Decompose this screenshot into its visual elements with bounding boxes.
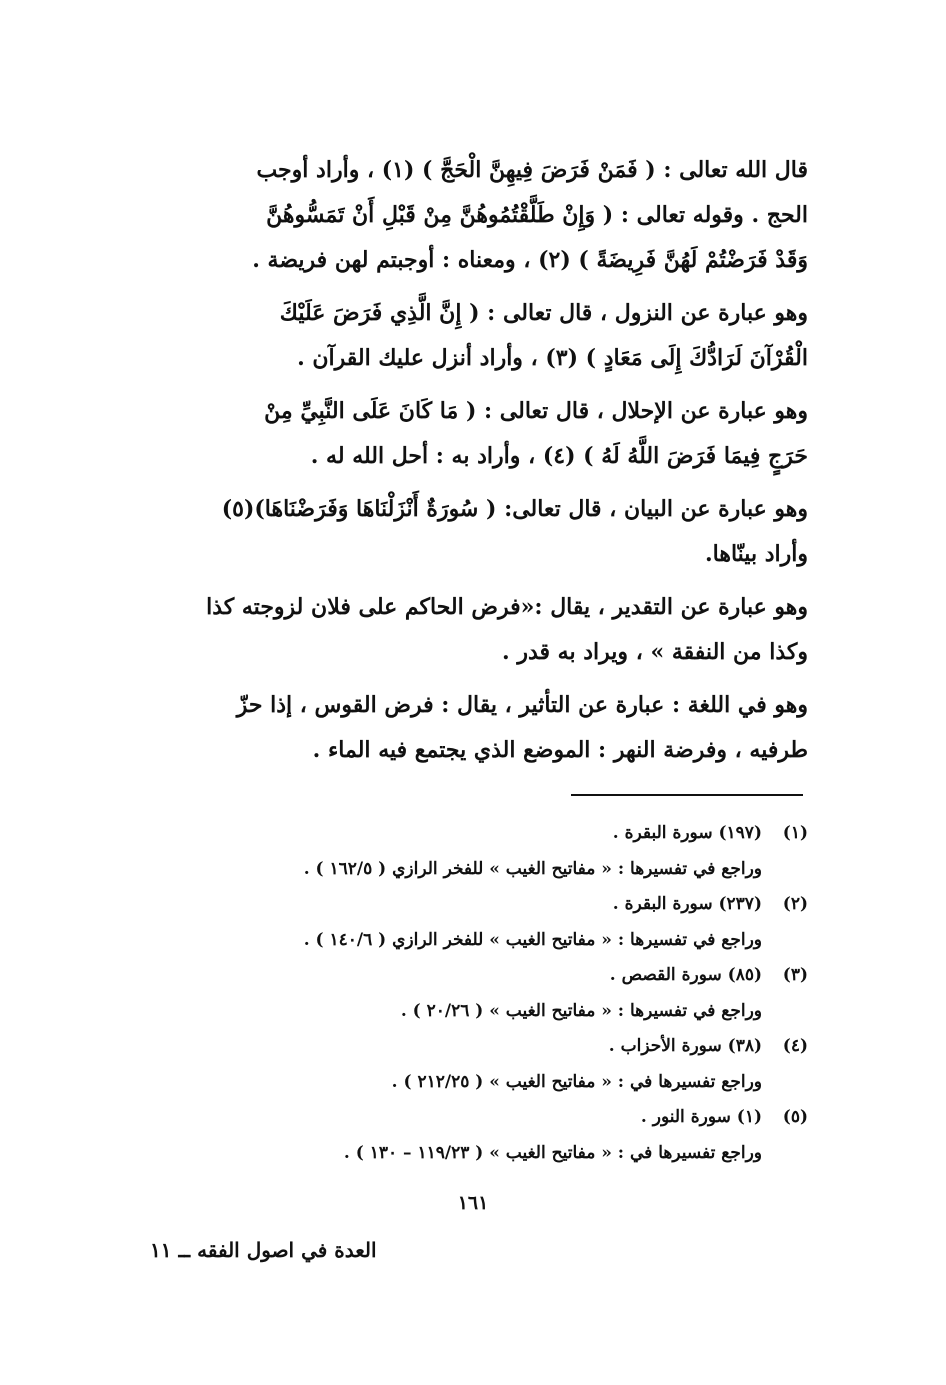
text-line: وهو عبارة عن البيان ، قال تعالى: ( سُورَةٌ أَنْزَلْنَاهَا وَفَرَضْنَاهَا)(٥) bbox=[221, 496, 808, 522]
footnote-number: (١) bbox=[782, 823, 808, 843]
paragraph-linguistic bbox=[168, 683, 808, 773]
footnote-source: (١) سورة النور . bbox=[640, 1107, 762, 1127]
footnote-source: (٨٥) سورة القصص . bbox=[609, 965, 762, 985]
text-line: وكذا من النفقة » ، ويراد به قدر . bbox=[502, 639, 808, 665]
paragraph-descent bbox=[168, 291, 808, 381]
footnote-source: (٣٨) سورة الأحزاب . bbox=[608, 1036, 762, 1056]
footnote-2 bbox=[168, 887, 808, 958]
text-line: الحج . وقوله تعالى : ( وَإِنْ طَلَّقْتُمُوهُنَّ مِنْ قَبْلِ أَنْ تَمَسُّوهُنَّ bbox=[266, 202, 808, 228]
footnote-3 bbox=[168, 958, 808, 1029]
footnote-5 bbox=[168, 1100, 808, 1171]
footnote-reference: وراجع في تفسيرها : « مفاتيح الغيب » للفخر الرازي ( ١٤٠/٦ ) . bbox=[303, 929, 762, 950]
text-line: وهو عبارة عن التقدير ، يقال :«فرض الحاكم على فلان لزوجته كذا bbox=[206, 594, 808, 620]
paragraph-obligation bbox=[168, 148, 808, 283]
footnote-source: (٢٣٧) سورة البقرة . bbox=[612, 894, 762, 914]
footnote-number: (٤) bbox=[782, 1036, 808, 1056]
paragraph-permission bbox=[168, 389, 808, 479]
text-line: طرفيه ، وفرضة النهر : الموضع الذي يجتمع فيه الماء . bbox=[312, 737, 808, 763]
footnote-divider bbox=[571, 794, 803, 796]
footnote-number: (٥) bbox=[782, 1107, 808, 1127]
text-line: وهو في اللغة : عبارة عن التأثير ، يقال : فرض القوس ، إذا حزّ bbox=[236, 692, 808, 718]
text-line: الْقُرْآنَ لَرَادُّكَ إِلَى مَعَادٍ ) (٣) ، وأراد أنزل عليك القرآن . bbox=[297, 345, 808, 371]
footnote-1 bbox=[168, 816, 808, 887]
footnote-reference: وراجع في تفسيرها : « مفاتيح الغيب » ( ٢٠/٢٦ ) . bbox=[400, 1000, 762, 1021]
text-line: وهو عبارة عن الإحلال ، قال تعالى : ( مَا كَانَ عَلَى النَّبِيِّ مِنْ bbox=[264, 398, 808, 424]
footnote-number: (٣) bbox=[782, 965, 808, 985]
footnote-number: (٢) bbox=[782, 894, 808, 914]
footnote-reference: وراجع تفسيرها في : « مفاتيح الغيب » ( ١١٩/٢٣ – ١٣٠ ) . bbox=[343, 1142, 762, 1163]
text-line: حَرَجٍ فِيمَا فَرَضَ اللَّهُ لَهُ ) (٤) ، وأراد به : أحل الله له . bbox=[310, 443, 808, 469]
text-line: وَقَدْ فَرَضْتُمْ لَهُنَّ فَرِيضَةً ) (٢) ، ومعناه : أوجبتم لهن فريضة . bbox=[252, 247, 808, 273]
footnote-4 bbox=[168, 1029, 808, 1100]
paragraph-clarification bbox=[168, 487, 808, 577]
text-line: قال الله تعالى : ( فَمَنْ فَرَضَ فِيهِنَّ الْحَجَّ ) (١) ، وأراد أوجب bbox=[256, 157, 808, 183]
footnote-reference: وراجع في تفسيرها : « مفاتيح الغيب » للفخر الرازي ( ١٦٢/٥ ) . bbox=[303, 858, 762, 879]
text-line: وهو عبارة عن النزول ، قال تعالى : ( إِنَّ الَّذِي فَرَضَ عَلَيْكَ bbox=[279, 300, 808, 326]
text-line: وأراد بينّاها. bbox=[705, 541, 808, 567]
running-footer: العدة في اصول الفقه ــ ١١ bbox=[150, 1238, 377, 1262]
page-number: ١٦١ bbox=[457, 1192, 489, 1214]
footnotes bbox=[168, 816, 808, 1171]
footnote-source: (١٩٧) سورة البقرة . bbox=[612, 823, 762, 843]
paragraph-estimation bbox=[168, 585, 808, 675]
main-text bbox=[168, 148, 808, 781]
footnote-reference: وراجع تفسيرها في : « مفاتيح الغيب » ( ٢١٢/٢٥ ) . bbox=[391, 1071, 762, 1092]
